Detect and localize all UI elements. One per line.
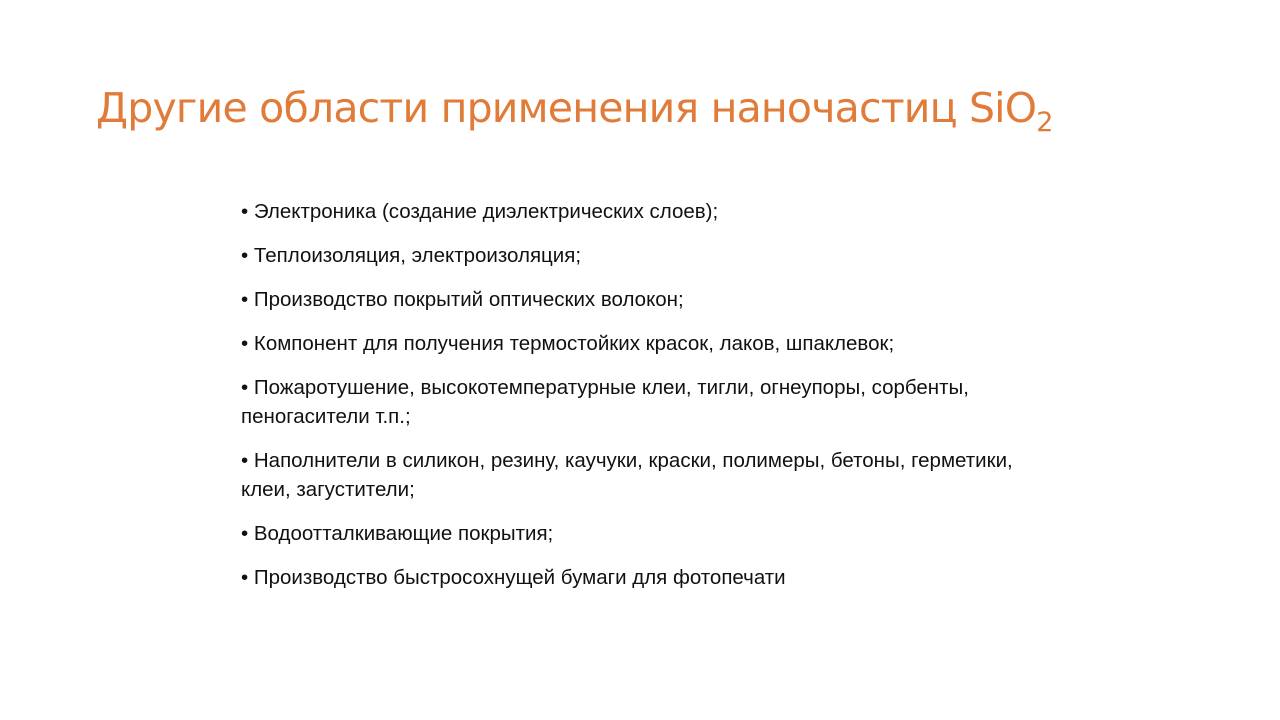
bullet-item-fillers: • Наполнители в силикон, резину, каучуки, краски, полимеры, бетоны, герметики, клеи, загустители; — [241, 449, 1013, 501]
bullet-item-water-repellent: • Водоотталкивающие покрытия; — [241, 522, 554, 545]
slide-title-subscript: 2 — [1036, 107, 1053, 138]
slide-title — [96, 78, 1053, 138]
bullet-item-fire-fighting: • Пожаротушение, высокотемпературные клеи, тигли, огнеупоры, сорбенты, пеногасители т.п.; — [241, 376, 969, 428]
bullet-item-photo-paper: • Производство быстросохнущей бумаги для фотопечати — [241, 566, 786, 589]
slide-title-main: Другие области применения наночастиц SiO — [96, 84, 1037, 132]
bullet-item-insulation: • Теплоизоляция, электроизоляция; — [241, 244, 582, 267]
bullet-item-electronics: • Электроника (создание диэлектрических слоев); — [241, 200, 719, 223]
bullet-item-fiber-coatings: • Производство покрытий оптических волокон; — [241, 288, 684, 311]
bullet-item-heat-resistant-paints: • Компонент для получения термостойких красок, лаков, шпаклевок; — [241, 332, 895, 355]
bullet-list — [241, 197, 1041, 607]
